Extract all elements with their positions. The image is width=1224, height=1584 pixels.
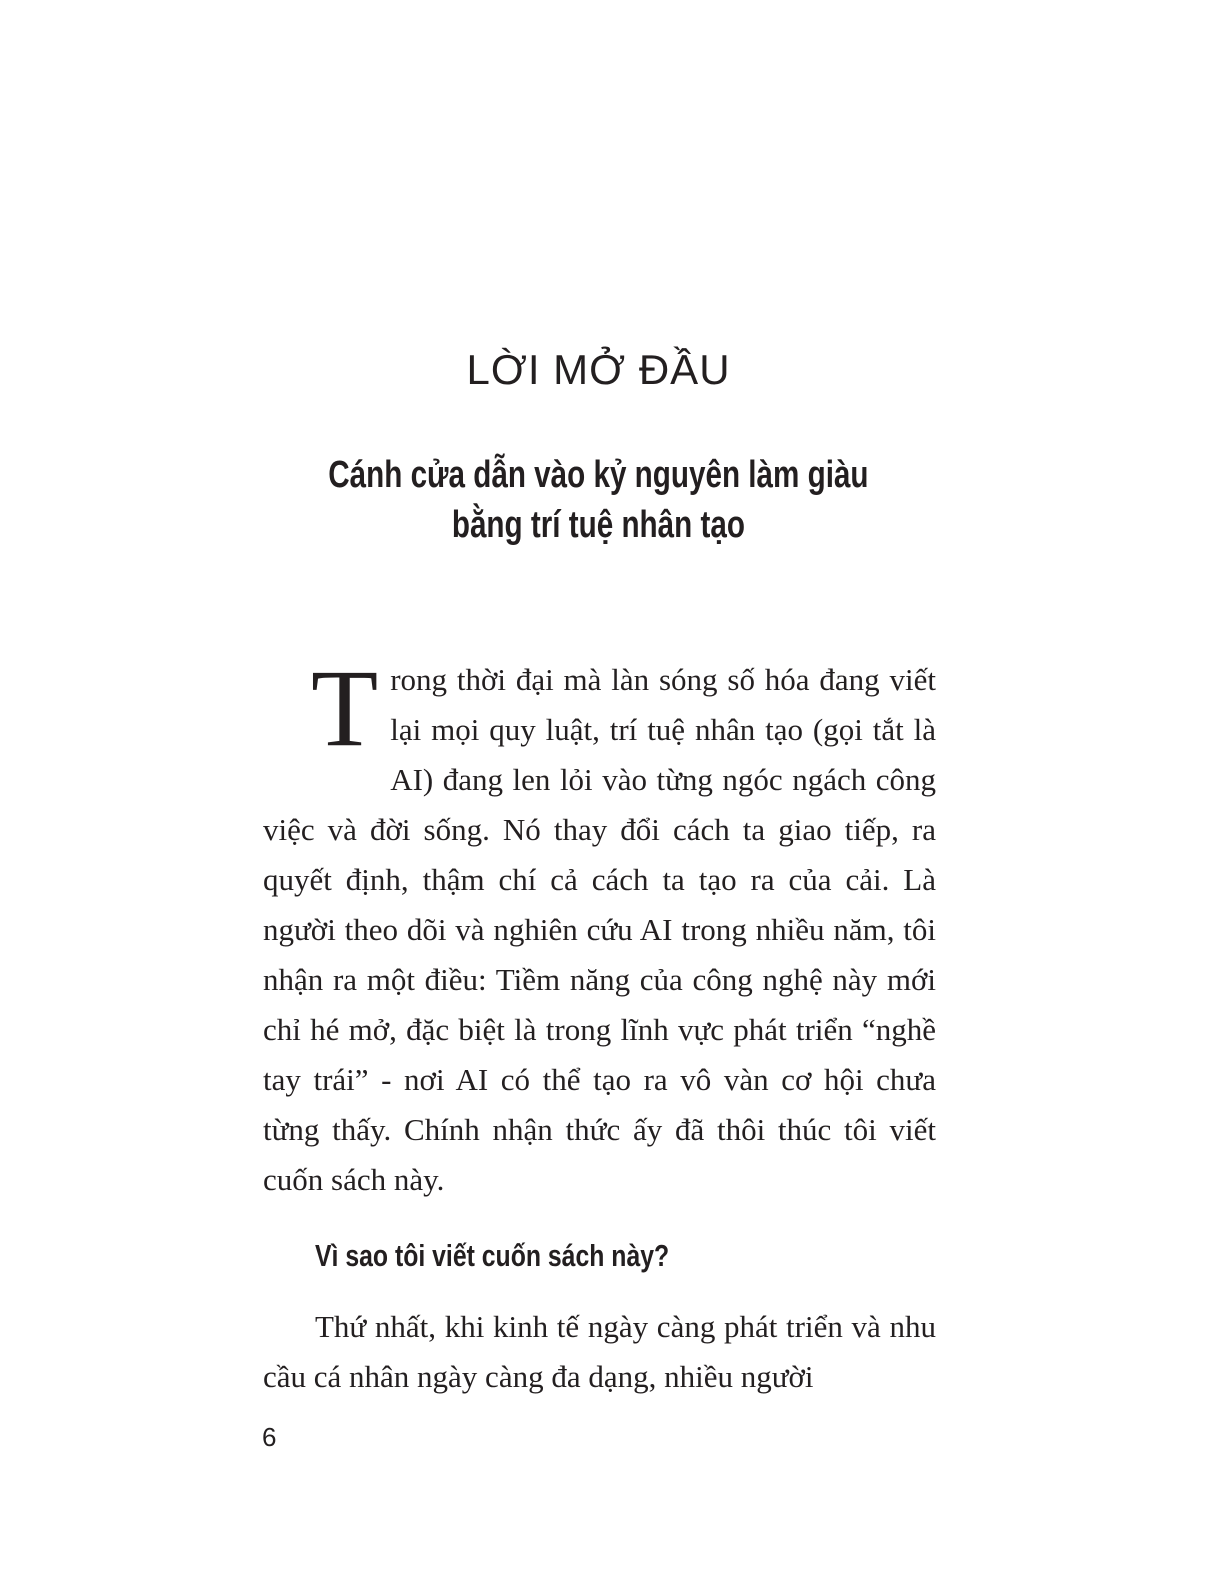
intro-paragraph (263, 647, 936, 1205)
chapter-title-line-2: bằng trí tuệ nhân tạo (451, 504, 745, 546)
chapter-title (132, 450, 1066, 550)
section-heading: Vì sao tôi viết cuốn sách này? (315, 1238, 670, 1273)
chapter-title-line-1: Cánh cửa dẫn vào kỷ nguyên làm giàu (328, 454, 869, 496)
intro-paragraph-text: rong thời đại mà làn sóng số hóa đang viết lại mọi quy luật, trí tuệ nhân tạo (gọi tắt là AI) đang len lỏi vào từng ngóc ngách công việc và đời sống. Nó thay đổi cách ta giao tiếp, ra quyết định, thậm chí cả cách ta tạo ra của cải. Là người theo dõi và nghiên cứu AI trong nhiều năm, tôi nhận ra một điều: Tiềm năng của công nghệ này mới chỉ hé mở, đặc biệt là trong lĩnh vực phát triển “nghề tay trái” - nơi AI có thể tạo ra vô vàn cơ hội chưa từng thấy. Chính nhận thức ấy đã thôi thúc tôi viết cuốn sách này. (263, 662, 936, 1197)
page-number: 6 (262, 1422, 277, 1452)
chapter-label: LỜI MỞ ĐẦU (466, 346, 731, 393)
section-paragraph: Thứ nhất, khi kinh tế ngày càng phát triển và nhu cầu cá nhân ngày càng đa dạng, nhiều người (263, 1309, 936, 1394)
drop-cap: T (311, 647, 379, 769)
